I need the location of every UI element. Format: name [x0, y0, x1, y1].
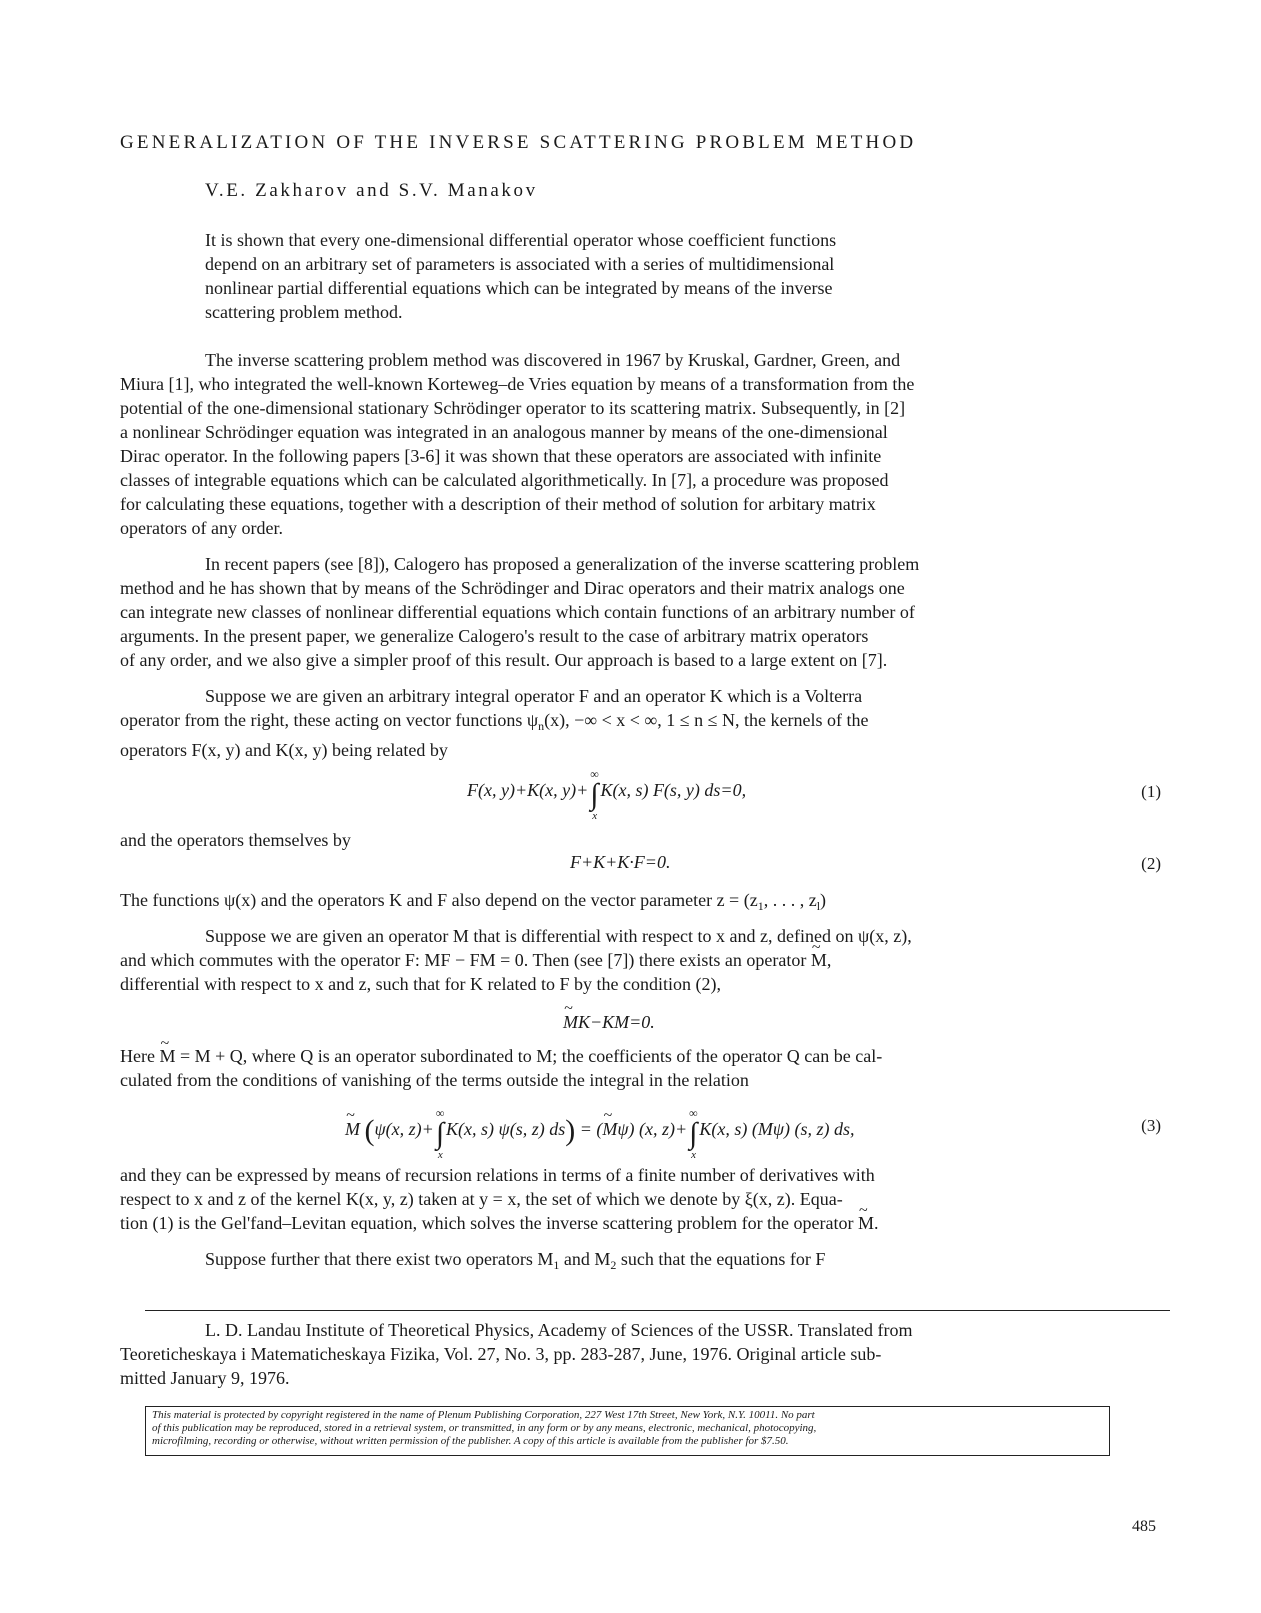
equation-number-2: (2) — [1141, 854, 1161, 873]
page-number: 485 — [1132, 1518, 1156, 1535]
paragraph-here — [120, 1044, 1170, 1092]
abstract-line: depend on an arbitrary set of parameters is associated with a series of multidimensional — [205, 254, 835, 274]
paragraph-commutes — [120, 924, 1170, 996]
footnote-line: L. D. Landau Institute of Theoretical Physics, Academy of Sciences of the USSR. Translated from — [205, 1320, 913, 1340]
paragraph-line: classes of integrable equations which can be calculated algorithmetically. In [7], a procedure was proposed — [120, 470, 889, 490]
paragraph-line: operators F(x, y) and K(x, y) being related by — [120, 740, 448, 760]
paragraph-line: can integrate new classes of nonlinear differential equations which contain functions of an arbitrary number of — [120, 602, 915, 622]
integral-sign: ∫ ∞ x — [435, 1106, 445, 1161]
paragraph-line: respect to x and z of the kernel K(x, y, z) taken at y = x, the set of which we denote by ξ(x, z). Equa- — [120, 1189, 843, 1209]
paragraph-line: tion (1) is the Gel'fand–Levitan equation, which solves the inverse scattering problem for the operator ~ M. — [120, 1211, 1170, 1235]
paragraph-line: operators of any order. — [120, 518, 283, 538]
abstract-line: nonlinear partial differential equations which can be integrated by means of the inverse — [205, 278, 833, 298]
paragraph-line: Miura [1], who integrated the well-known Korteweg–de Vries equation by means of a transformation from the — [120, 374, 915, 394]
equation-1: F(x, y)+K(x, y)+∫ ∞ x K(x, s) F(s, y) ds=0, — [467, 767, 747, 822]
equation-3: ~ M (ψ(x, z)+∫ ∞ x K(x, s) ψ(s, z) ds) = (~ Mψ) (x, z)+∫ ∞ x K(x, s) (Mψ) (s, z) ds, — [345, 1114, 855, 1149]
footnote-line: mitted January 9, 1976. — [120, 1368, 290, 1388]
equation-mk: ~ MK−KM=0. — [563, 1012, 655, 1033]
paragraph-line: and which commutes with the operator F: MF − FM = 0. Then (see [7]) there exists an operator ~ M, — [120, 948, 1170, 972]
footnote-rule — [145, 1310, 1170, 1311]
paragraph-line: operator from the right, these acting on vector functions $\psi_n(x)$, −∞ < x < ∞, 1 ≤ n ≤ N, the kernels of the — [120, 710, 869, 733]
paragraph-two-operators: Suppose further that there exist two operators $M_1$ and $M_2$ such that the equations for F — [205, 1249, 826, 1272]
paragraph-line: arguments. In the present paper, we generalize Calogero's result to the case of arbitrary matrix operators — [120, 626, 869, 646]
integral-sign: ∫ ∞ x — [590, 767, 599, 822]
paragraph-line: method and he has shown that by means of the Schrödinger and Dirac operators and their matrix analogs one — [120, 578, 905, 598]
paragraph-recursion — [120, 1163, 1170, 1235]
paragraph-line: The inverse scattering problem method was discovered in 1967 by Kruskal, Gardner, Green, and — [205, 350, 901, 370]
equation-2: F+K+K·F=0. — [570, 852, 671, 872]
paper-title: GENERALIZATION OF THE INVERSE SCATTERING PROBLEM METHOD — [120, 132, 917, 153]
copyright-line: of this publication may be reproduced, stored in a retrieval system, or transmitted, in any form or by any means, electronic, mechanical, photocopying, — [152, 1422, 817, 1434]
text-operators: and the operators themselves by — [120, 830, 351, 850]
copyright-notice — [145, 1406, 1110, 1456]
footnote-line: Teoreticheskaya i Matematicheskaya Fizika, Vol. 27, No. 3, pp. 283-287, June, 1976. Original article sub- — [120, 1344, 882, 1364]
paragraph-line: differential with respect to x and z, such that for K related to F by the condition (2), — [120, 974, 721, 994]
paragraph-line: Here ~ M = M + Q, where Q is an operator subordinated to M; the coefficients of the operator Q can be cal- — [120, 1044, 1170, 1068]
paragraph-line: Suppose we are given an operator M that is differential with respect to x and z, defined on ψ(x, z), — [205, 926, 912, 946]
abstract — [205, 228, 1065, 324]
paragraph-operators — [120, 684, 1170, 762]
integral-sign: ∫ ∞ x — [689, 1106, 698, 1161]
paragraph-line: In recent papers (see [8]), Calogero has proposed a generalization of the inverse scattering problem — [205, 554, 920, 574]
authors: V.E. Zakharov and S.V. Manakov — [205, 180, 538, 201]
paragraph-line: and they can be expressed by means of recursion relations in terms of a finite number of derivatives with — [120, 1165, 875, 1185]
copyright-line: microfilming, recording or otherwise, without written permission of the publisher. A copy of this article is available from the publisher for $7.50. — [152, 1435, 789, 1447]
affiliation-footnote — [120, 1318, 1170, 1390]
paragraph-line: potential of the one-dimensional stationary Schrödinger operator to its scattering matrix. Subsequently, in [2] — [120, 398, 906, 418]
paragraph-line: culated from the conditions of vanishing of the terms outside the integral in the relation — [120, 1070, 749, 1090]
abstract-line: It is shown that every one-dimensional differential operator whose coefficient functions — [205, 230, 837, 250]
copyright-line: This material is protected by copyright registered in the name of Plenum Publishing Corporation, 227 West 17th Street, New York, N.Y. 10011. No part — [152, 1409, 815, 1421]
paragraph-calogero — [120, 552, 1170, 672]
abstract-line: scattering problem method. — [205, 302, 403, 322]
paragraph-line: Suppose we are given an arbitrary integral operator F and an operator K which is a Volterra — [205, 686, 863, 706]
paragraph-intro — [120, 348, 1170, 540]
paragraph-line: of any order, and we also give a simpler proof of this result. Our approach is based to a large extent on [7]. — [120, 650, 888, 670]
equation-number-3: (3) — [1141, 1116, 1161, 1135]
equation-number-1: (1) — [1141, 782, 1161, 801]
text-functions: The functions ψ(x) and the operators K and F also depend on the vector parameter $z = (z_1$, . . . , $z_l$) — [120, 890, 827, 913]
paragraph-line: a nonlinear Schrödinger equation was integrated in an analogous manner by means of the one-dimensional — [120, 422, 888, 442]
paragraph-line: for calculating these equations, together with a description of their method of solution for arbitary matrix — [120, 494, 876, 514]
paragraph-line: Dirac operator. In the following papers [3-6] it was shown that these operators are associated with infinite — [120, 446, 882, 466]
